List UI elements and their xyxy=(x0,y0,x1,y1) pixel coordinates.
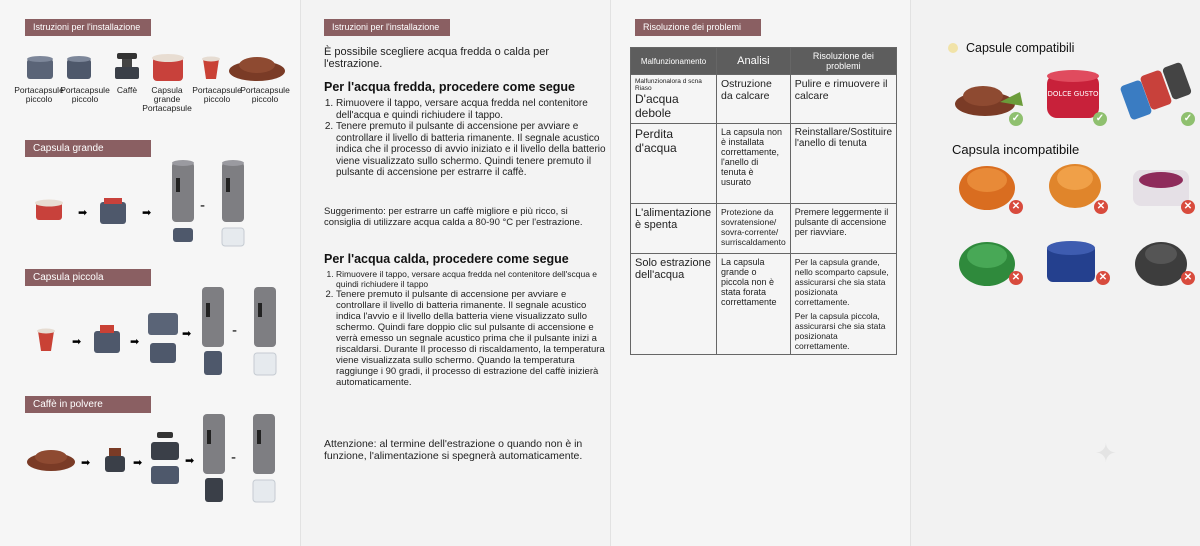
label-component: Portacapsule piccolo xyxy=(60,85,110,104)
svg-text:➡: ➡ xyxy=(81,456,91,469)
capsule-brand-text: DOLCE GUSTO xyxy=(1047,90,1099,98)
svg-text:➡: ➡ xyxy=(185,454,195,467)
incompatible-title: Capsula incompatibile xyxy=(952,142,1080,157)
cold-water-steps xyxy=(324,98,606,179)
troubleshooting-table xyxy=(630,47,897,355)
cross-icon: ✕ xyxy=(1094,200,1108,214)
label-component: Caffè xyxy=(116,85,138,95)
section-header-powder: Caffè in polvere xyxy=(25,396,151,413)
table-cell: Protezione da sovratensione/ sovra-corrente/ surriscaldamento xyxy=(717,204,791,254)
intro-text: È possibile scegliere acqua fredda o calda per l'estrazione. xyxy=(324,46,550,70)
table-cell: Premere leggermente il pulsante di accensione per riavviare. xyxy=(790,204,896,254)
svg-text:➡: ➡ xyxy=(182,327,192,340)
powder-steps-illustration xyxy=(25,412,280,512)
label-component: Portacapsule piccolo xyxy=(240,85,290,104)
col-header: Analisi xyxy=(717,48,791,75)
table-cell: Malfunzionalora d scna Riaso D'acqua debole xyxy=(631,75,717,124)
sparkle-icon: ✦ xyxy=(1095,438,1117,468)
label-component: Portacapsule piccolo xyxy=(192,85,242,104)
incompatible-capsules-illustration xyxy=(955,160,1200,300)
svg-text:➡: ➡ xyxy=(72,335,82,348)
hot-water-title: Per l'acqua calda, procedere come segue xyxy=(324,252,569,266)
fold-line xyxy=(610,0,611,546)
section-header-troubleshooting: Risoluzione dei problemi xyxy=(635,19,761,36)
big-capsule-steps-illustration xyxy=(30,158,255,250)
attention-text: Attenzione: al termine dell'estrazione o quando non è in funzione, l'alimentazione si spegnerà automaticamente. xyxy=(324,438,583,462)
cross-icon: ✕ xyxy=(1009,200,1023,214)
svg-text:-: - xyxy=(231,450,237,466)
check-icon: ✓ xyxy=(1181,112,1195,126)
svg-text:➡: ➡ xyxy=(142,206,152,219)
cold-water-title: Per l'acqua fredda, procedere come segue xyxy=(324,80,575,94)
table-cell: Per la capsula grande, nello scomparto capsule, assicurarsi che sia stata posizionata correttamente. Per la capsula piccola, assicurarsi che sia stata posizionata correttamente. xyxy=(790,254,896,355)
table-row xyxy=(631,254,897,355)
tip-text: Suggerimento: per estrarre un caffè migliore e più ricco, si consiglia di utilizzare acqua calda a 80-90 °C per l'estrazione. xyxy=(324,206,583,228)
section-header-install: Istruzioni per l'installazione xyxy=(25,19,151,36)
table-header-row xyxy=(631,48,897,75)
cross-icon: ✕ xyxy=(1009,271,1023,285)
col-header: Malfunzionamento xyxy=(631,48,717,75)
section-header-install-text: Istruzioni per l'installazione xyxy=(324,19,450,36)
svg-text:-: - xyxy=(232,323,238,339)
table-row xyxy=(631,75,897,124)
table-cell: Pulire e rimuovere il calcare xyxy=(790,75,896,124)
table-cell: Solo estrazione dell'acqua xyxy=(631,254,717,355)
table-cell: Reinstallare/Sostituire l'anello di tenuta xyxy=(790,124,896,204)
section-header-big-capsule: Capsula grande xyxy=(25,140,151,157)
components-illustration xyxy=(25,53,295,85)
table-cell: La capsula non è installata correttamente, l'anello di tenuta è usurato xyxy=(717,124,791,204)
fold-line xyxy=(910,0,911,546)
table-cell: Ostruzione da calcare xyxy=(717,75,791,124)
check-icon: ✓ xyxy=(1009,112,1023,126)
hot-step: 1. Rimuovere il tappo, versare acqua fredda nel contenitore dell'scqua e quindi richiudere il tappo xyxy=(336,269,606,289)
bullet-dot xyxy=(948,43,958,53)
cross-icon: ✕ xyxy=(1181,200,1195,214)
table-cell: La capsula grande o piccola non è stata forata correttamente xyxy=(717,254,791,355)
compatible-title: Capsule compatibili xyxy=(966,41,1075,55)
svg-text:➡: ➡ xyxy=(130,335,140,348)
label-component: Capsula grande Portacapsule xyxy=(142,85,192,113)
cold-step: 1. Rimuovere il tappo, versare acqua fredda nel contenitore dell'acqua e quindi richiudere il tappo. xyxy=(336,98,606,121)
table-row xyxy=(631,204,897,254)
table-cell: Perdita d'acqua xyxy=(631,124,717,204)
cold-step: 2. Tenere premuto il pulsante di accensione per avviare e controllare il livello di batteria rimanente. Il segnale acustico indica che il processo di avvio iniziato e il livello della batterio viene visualizzato sullo schermo. Quindi tenere premuto il pulsante di accensione per estrarre il caffè. xyxy=(336,121,606,179)
col-header: Risoluzione dei problemi xyxy=(790,48,896,75)
hot-step: 2. Tenere premuto il pulsante di accensione per avviare e controllare il livello di batteria rimanente. Il segnale acustico indica l'avvio e il livello della batteria viene visualizzato sullo schermo. Quindi fare doppio clic sul pulsante di accensione e verrà emesso un segnale acustico prima che il pulsante inizi a riscaldarsi. Durante Il processo di riscaldamento, la temperatura viene visualizzata sullo schermo. Quando la temperatura raggiunge i 90 gradi, il processo di estrazione del caffè inizierà automaticamente. xyxy=(336,289,606,388)
section-header-small-capsule: Capsula piccola xyxy=(25,269,151,286)
table-row xyxy=(631,124,897,204)
hot-water-steps xyxy=(324,269,606,388)
svg-text:➡: ➡ xyxy=(78,206,88,219)
label-component: Portacapsule piccolo xyxy=(14,85,64,104)
table-cell: L'alimentazione è spenta xyxy=(631,204,717,254)
fold-line xyxy=(300,0,301,546)
svg-text:➡: ➡ xyxy=(133,456,143,469)
cross-icon: ✕ xyxy=(1181,271,1195,285)
svg-text:-: - xyxy=(200,198,206,214)
small-capsule-steps-illustration xyxy=(30,285,280,385)
check-icon: ✓ xyxy=(1093,112,1107,126)
compatible-capsules-illustration xyxy=(945,62,1200,132)
cross-icon: ✕ xyxy=(1096,271,1110,285)
